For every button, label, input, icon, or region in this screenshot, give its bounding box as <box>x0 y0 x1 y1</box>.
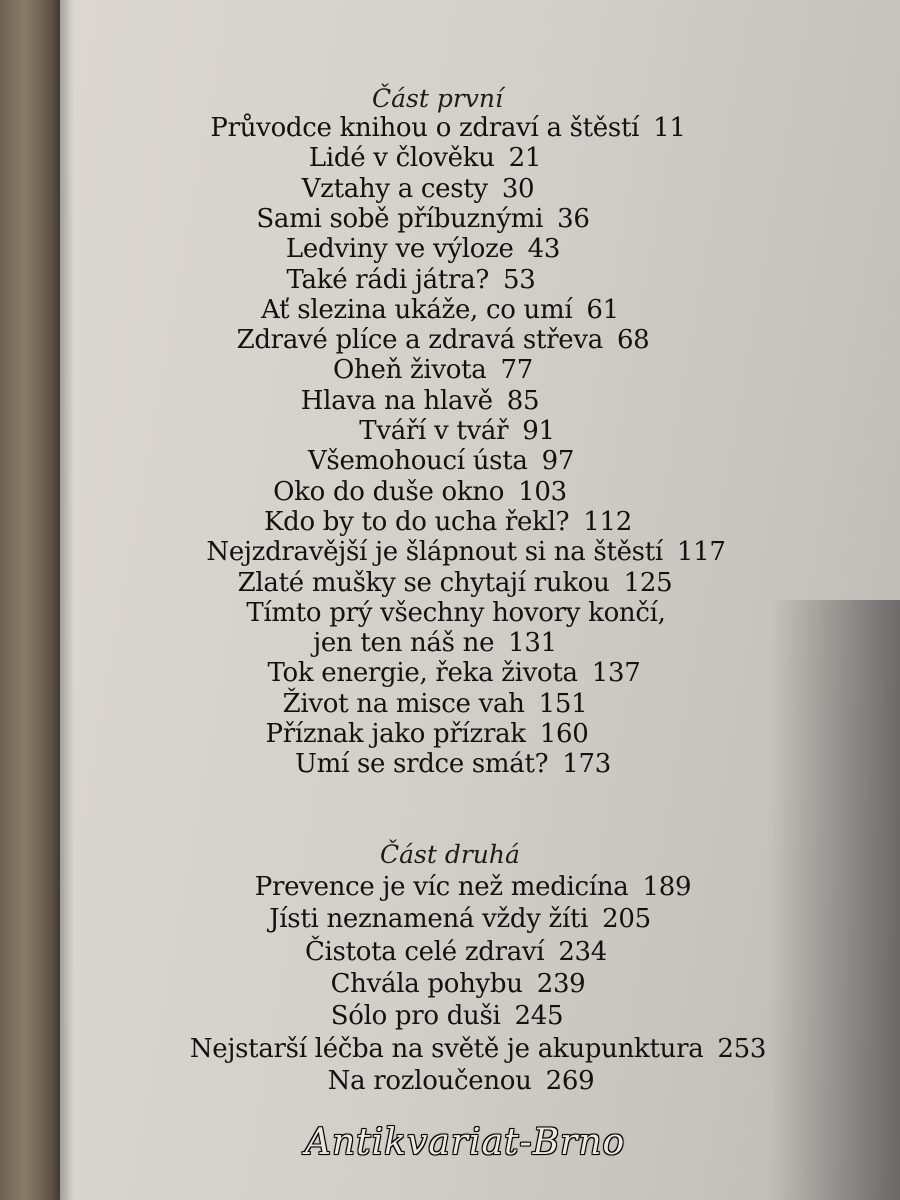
toc-part2-entry <box>305 937 607 967</box>
entry-page-number: 151 <box>538 688 588 719</box>
toc-part2-entry <box>328 1066 595 1096</box>
toc-part1-entry <box>302 174 535 204</box>
entry-page-number: 137 <box>591 658 641 689</box>
toc-part1-entry <box>238 568 673 598</box>
toc-part2-entry <box>331 969 586 999</box>
toc-part1-entry <box>301 386 539 416</box>
toc-part1-entry <box>266 719 589 749</box>
entry-title: Tímto prý všechny hovory končí, <box>246 597 666 628</box>
toc-part1-entry <box>283 689 588 719</box>
entry-page-number: 97 <box>541 446 575 477</box>
entry-page-number: 117 <box>676 537 726 568</box>
toc-part1-entry <box>246 598 665 628</box>
section-heading-part2: Část druhá <box>380 840 520 869</box>
entry-title: jen ten náš ne <box>313 628 495 659</box>
entry-title: Umí se srdce smát? <box>295 749 549 780</box>
entry-title: Také rádi játra? <box>286 264 489 295</box>
toc-part1-entry <box>268 658 641 688</box>
watermark-text: Antikvariat-Brno <box>305 1122 626 1163</box>
entry-page-number: 205 <box>602 904 651 935</box>
toc-part1-entry <box>309 143 541 173</box>
toc-part1-entry <box>273 477 567 507</box>
entry-title: Tok energie, řeka života <box>267 658 578 689</box>
entry-title: Nejzdravější je šlápnout si na štěstí <box>206 537 663 568</box>
entry-title: Život na misce vah <box>282 688 525 719</box>
toc-part1-entry <box>313 628 557 658</box>
entry-title: Nejstarší léčba na světě je akupunktura <box>189 1033 704 1064</box>
toc-part1-entry <box>264 507 632 537</box>
toc-part1-entry <box>286 234 560 264</box>
toc-part1-entry <box>256 204 589 234</box>
entry-page-number: 125 <box>623 567 673 598</box>
entry-title: Chvála pohybu <box>330 968 523 999</box>
toc-part2-entry <box>331 1001 564 1031</box>
toc-part1-entry <box>287 265 536 295</box>
entry-title: Příznak jako přízrak <box>265 719 526 749</box>
toc-part1-entry <box>261 295 619 325</box>
entry-page-number: 11 <box>653 113 686 143</box>
toc-part1-entry <box>210 113 685 143</box>
entry-title: Vztahy a cesty <box>301 173 488 204</box>
book-spine-edge <box>0 0 62 1200</box>
entry-title: Hlava na hlavě <box>300 385 493 416</box>
toc-part1-entry <box>359 416 554 446</box>
entry-page-number: 160 <box>539 719 589 749</box>
entry-title: Tváří v tvář <box>359 416 509 446</box>
page-gutter-shadow <box>60 0 74 1200</box>
entry-title: Zlaté mušky se chytají rukou <box>237 567 610 598</box>
toc-part2-entry <box>255 872 691 902</box>
entry-page-number: 269 <box>545 1065 595 1096</box>
entry-title: Průvodce knihou o zdraví a štěstí <box>210 113 640 143</box>
entry-title: Čistota celé zdraví <box>304 936 545 967</box>
entry-title: Lidé v člověku <box>308 143 495 174</box>
entry-page-number: 68 <box>616 325 650 356</box>
entry-page-number: 91 <box>522 416 555 446</box>
entry-title: Zdravé plíce a zdravá střeva <box>236 325 603 356</box>
entry-title: Oheň života <box>333 355 487 386</box>
entry-page-number: 53 <box>502 264 536 295</box>
section-heading-part1: Část první <box>372 84 504 113</box>
entry-page-number: 189 <box>642 872 692 902</box>
entry-page-number: 112 <box>583 506 632 537</box>
entry-page-number: 30 <box>501 173 535 204</box>
entry-page-number: 43 <box>527 234 561 265</box>
toc-part1-entry <box>237 325 650 355</box>
entry-title: Ať slezina ukáže, co umí <box>261 294 573 325</box>
toc-part1-entry <box>308 446 574 476</box>
entry-page-number: 234 <box>558 936 608 967</box>
toc-part2-entry <box>190 1034 766 1064</box>
entry-page-number: 21 <box>508 143 542 174</box>
entry-page-number: 239 <box>536 968 586 999</box>
toc-part1-entry <box>295 749 611 779</box>
entry-page-number: 253 <box>717 1033 767 1064</box>
toc-part1-entry <box>333 355 533 385</box>
toc-part2-entry <box>269 904 651 934</box>
entry-title: Sólo pro duši <box>330 1001 501 1032</box>
entry-page-number: 61 <box>586 294 619 325</box>
entry-page-number: 103 <box>518 476 567 507</box>
entry-page-number: 245 <box>514 1001 564 1032</box>
toc-part1-entry <box>206 537 725 567</box>
entry-title: Všemohoucí ústa <box>307 446 528 477</box>
entry-title: Ledviny ve výloze <box>285 234 514 265</box>
entry-title: Na rozloučenou <box>327 1065 532 1096</box>
entry-title: Prevence je víc než medicína <box>254 872 629 902</box>
entry-page-number: 131 <box>508 628 557 659</box>
entry-page-number: 77 <box>500 355 533 386</box>
page-shadow <box>770 600 900 1200</box>
entry-title: Jísti neznamená vždy žíti <box>269 904 589 935</box>
entry-title: Oko do duše okno <box>273 476 505 507</box>
entry-title: Kdo by to do ucha řekl? <box>264 506 570 537</box>
entry-page-number: 173 <box>562 749 611 780</box>
entry-page-number: 36 <box>557 203 590 234</box>
entry-title: Sami sobě příbuznými <box>256 203 544 234</box>
entry-page-number: 85 <box>506 385 540 416</box>
